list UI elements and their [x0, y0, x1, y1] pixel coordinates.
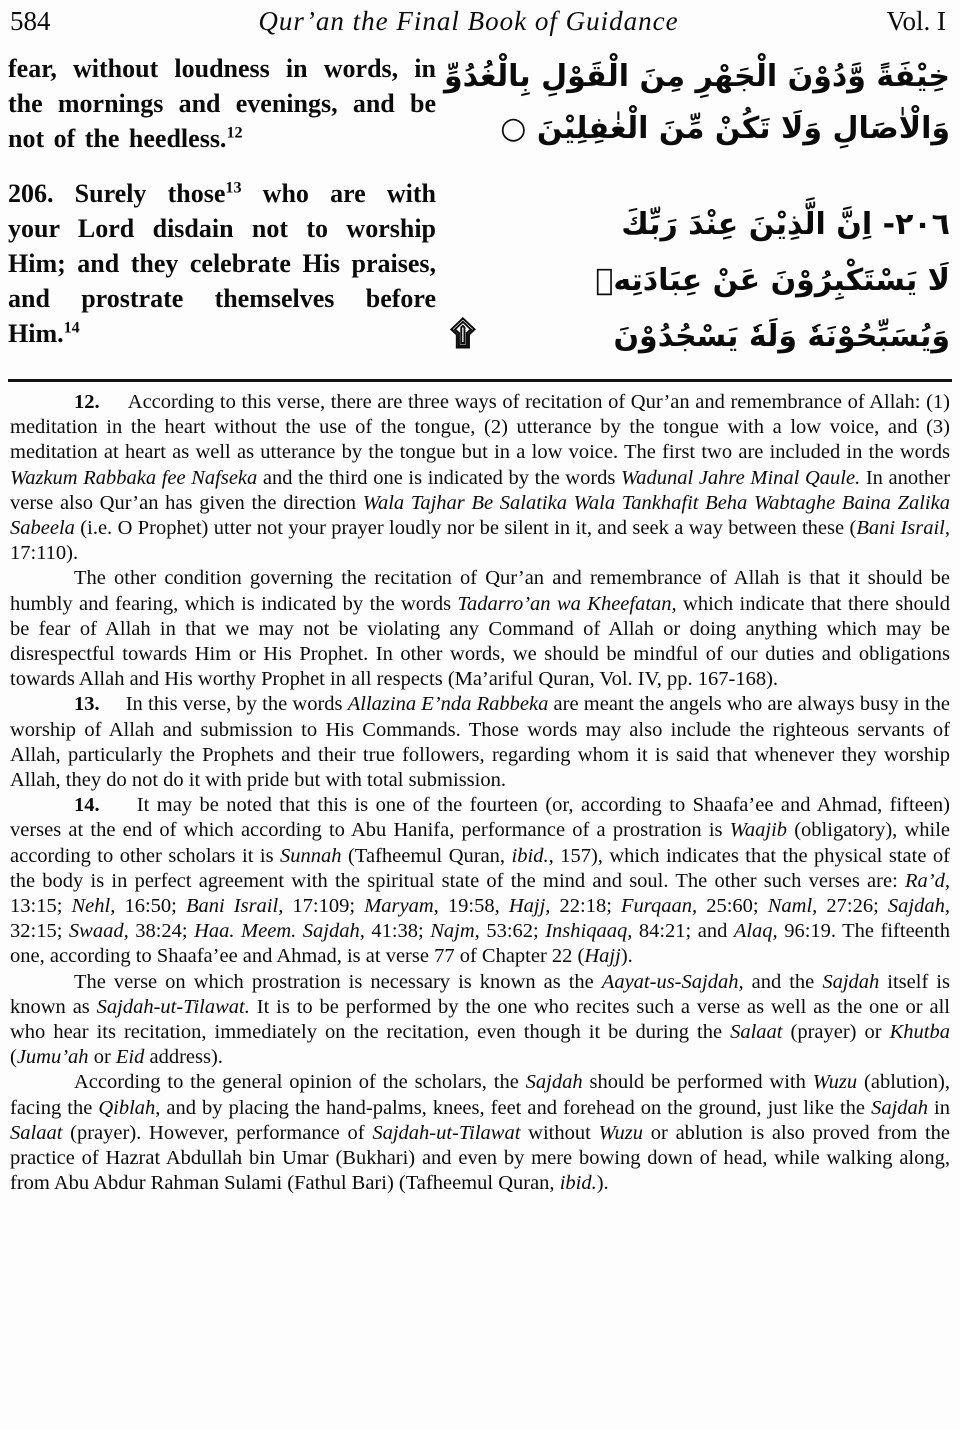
- translation-paragraph-205: fear, without loudness in words, in the mornings and evenings, and be not of the heedless.$^{12}$: [8, 54, 436, 153]
- arabic-verse-block-205: [443, 51, 950, 155]
- arabic-line: لَا يَسْتَكْبِرُوْنَ عَنْ عِبَادَتِهٖ: [595, 263, 950, 298]
- translation-paragraph-206: 206. Surely those$^{13}$ who are with your Lord disdain not to worship Him; and they celebrate His praises, and prostrate themselves before Him.$^{14}$: [8, 179, 436, 348]
- footnote-14-paragraph-3: According to the general opinion of the scholars, the Sajdah should be performed with Wuzu (ablution), facing the Qiblah, and by placing the hand-palms, knees, feet and forehead on the ground, just like the Sajdah in Salaat (prayer). However, performance of Sajdah-ut-Tilawat without Wuzu or ablution is also proved from the practice of Hazrat Abdullah bin Umar (Bukhari) and even by mere bowing down of head, while walking along, from Abu Abdur Rahman Sulami (Fathul Bari) (Tafheemul Quran, ibid.).: [10, 1071, 950, 1195]
- footnote-14-paragraph-2: The verse on which prostration is necessary is known as the Aayat-us-Sajdah, and the Sajdah itself is known as Sajdah-ut-Tilawat. It is to be performed by the one who recites such a verse as well as the one or all who hear its recitation, immediately on the recitation, even though it be during the Salaat (prayer) or Khutba (Jumu’ah or Eid address).: [10, 970, 950, 1069]
- arabic-verse-block-206: [450, 197, 950, 365]
- footnote-14-paragraph-1: 14. It may be noted that this is one of the fourteen (or, according to Shaafa’ee and Ahmad, fifteen) verses at the end of which according to Abu Hanifa, performance of a prostration is Waajib (obligatory), while according to other scholars it is Sunnah (Tafheemul Quran, ibid., 157), which indicates that the physical state of the body is in perfect agreement with the spiritual state of the mind and soul. The other such verses are: Ra’d, 13:15; Nehl, 16:50; Bani Israil, 17:109; Maryam, 19:58, Hajj, 22:18; Furqaan, 25:60; Naml, 27:26; Sajdah, 32:15; Swaad, 38:24; Haa. Meem. Sajdah, 41:38; Najm, 53:62; Inshiqaaq, 84:21; and Alaq, 96:19. The fifteenth one, according to Shaafa’ee and Ahmad, is at verse 77 of Chapter 22 (Hajj).: [10, 794, 951, 968]
- arabic-line: وَيُسَبِّحُوْنَهٗ وَلَهٗ يَسْجُدُوْنَ: [613, 319, 950, 354]
- arabic-line: وَالْاٰصَالِ وَلَا تَكُنْ مِّنَ الْغٰفِلِيْنَ ○: [500, 111, 950, 146]
- footnote-13-paragraph: 13. In this verse, by the words Allazina E’nda Rabbeka are meant the angels who are always busy in the worship of Allah and submission to His Commands. Those words may also include the righteous servants of Allah, particularly the Prophets and their true followers, regarding whom it is said that whenever they worship Allah, they do not do it with pride but with total submission.: [10, 693, 950, 792]
- footnote-12-paragraph-1: 12. According to this verse, there are three ways of recitation of Qur’an and remembrance of Allah: (1) meditation in the heart without the use of the tongue, (2) utterance by the tongue with a low voice, and (3) meditation at heart as well as utterance by the tongue but in a low voice. The first two are included in the words Wazkum Rabbaka fee Nafseka and the third one is indicated by the words Wadunal Jahre Minal Qaule. In another verse also Qur’an has given the direction Wala Tajhar Be Salatika Wala Tankhafit Beha Wabtaghe Baina Zalika Sabeela (i.e. O Prophet) utter not your prayer loudly nor be silent in it, and seek a way between these (Bani Israil, 17:110).: [10, 391, 951, 565]
- volume-label: Vol. I: [886, 6, 946, 36]
- book-title: Qur’an the Final Book of Guidance: [258, 6, 679, 36]
- footnote-12-paragraph-2: The other condition governing the recitation of Qur’an and remembrance of Allah is that it should be humbly and fearing, which is indicated by the words Tadarro’an wa Kheefatan, which indicate that there should be fear of Allah in that we may not be violating any Command of Allah or doing anything which may be disrespectful towards Him or His Prophet. In other words, we should be mindful of our duties and obligations towards Allah and His worthy Prophet in all respects (Ma’ariful Quran, Vol. IV, pp. 167-168).: [10, 567, 950, 691]
- arabic-line: خِيْفَةً وَّدُوْنَ الْجَهْرِ مِنَ الْقَوْلِ بِالْغُدُوِّ: [443, 59, 950, 94]
- footnotes-section: [0, 382, 960, 1197]
- verse-section: [0, 37, 960, 371]
- arabic-line: ٢٠٦- اِنَّ الَّذِيْنَ عِنْدَ رَبِّكَ: [621, 207, 950, 242]
- sajdah-marker-icon: ۩: [450, 314, 476, 354]
- page-header: [0, 0, 960, 37]
- arabic-column: [443, 51, 950, 371]
- translation-column: [8, 51, 436, 371]
- page-number: 584: [10, 6, 51, 36]
